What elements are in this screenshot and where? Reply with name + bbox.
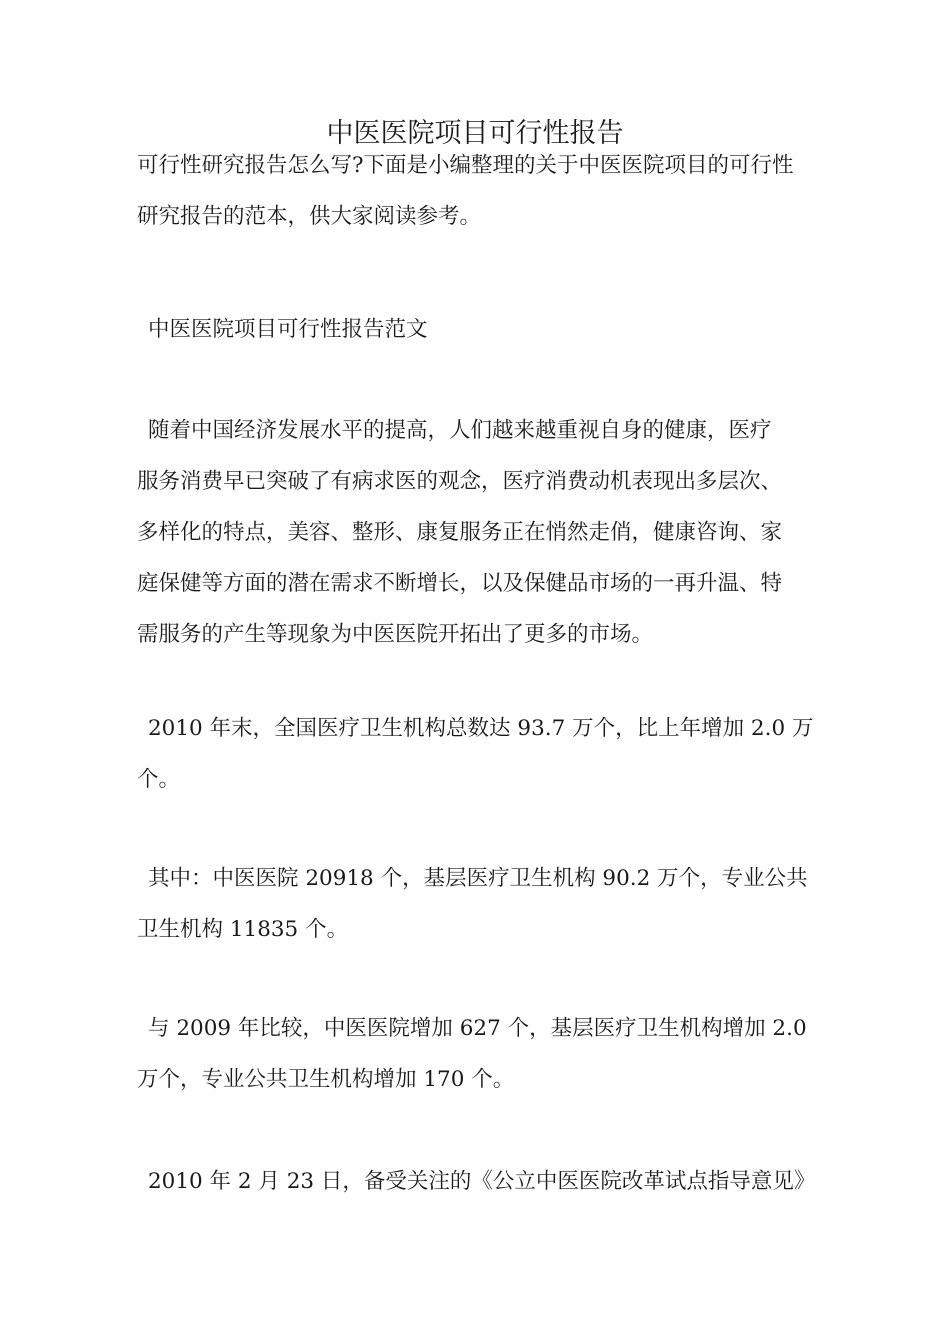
intro-line: 研究报告的范本，供大家阅读参考。 [137,204,482,229]
paragraph-institution-total [137,703,827,805]
paragraph-line: 个。 [137,767,181,792]
paragraph-institution-breakdown [137,853,827,955]
section-heading-text: 中医医院项目可行性报告范文 [148,317,428,342]
paragraph-line: 服务消费早已突破了有病求医的观念，医疗消费动机表现出多层次、 [137,469,783,494]
document-title: 中医医院项目可行性报告 [326,118,624,149]
paragraph-line: 随着中国经济发展水平的提高，人们越来越重视自身的健康，医疗 [148,418,772,443]
intro-paragraph [137,140,827,242]
paragraph-line: 卫生机构 11835 个。 [137,917,349,942]
paragraph-reform-guideline [137,1156,827,1207]
paragraph-line: 2010 年末，全国医疗卫生机构总数达 93.7 万个，比上年增加 2.0 万 [148,716,814,741]
intro-line: 可行性研究报告怎么写?下面是小编整理的关于中医医院项目的可行性 [137,153,794,178]
section-heading [137,304,827,355]
paragraph-line: 多样化的特点，美容、整形、康复服务正在悄然走俏，健康咨询、家 [137,520,783,545]
paragraph-line: 其中：中医医院 20918 个，基层医疗卫生机构 90.2 万个，专业公共 [148,866,808,891]
paragraph-line: 需服务的产生等现象为中医医院开拓出了更多的市场。 [137,622,654,647]
paragraph-2009-comparison [137,1003,827,1105]
paragraph-health-demand [137,405,827,660]
paragraph-line: 2010 年 2 月 23 日，备受关注的《公立中医医院改革试点指导意见》 [148,1169,816,1194]
paragraph-line: 与 2009 年比较，中医医院增加 627 个，基层医疗卫生机构增加 2.0 [148,1016,807,1041]
paragraph-line: 万个，专业公共卫生机构增加 170 个。 [137,1067,515,1092]
paragraph-line: 庭保健等方面的潜在需求不断增长，以及保健品市场的一再升温、特 [137,571,783,596]
